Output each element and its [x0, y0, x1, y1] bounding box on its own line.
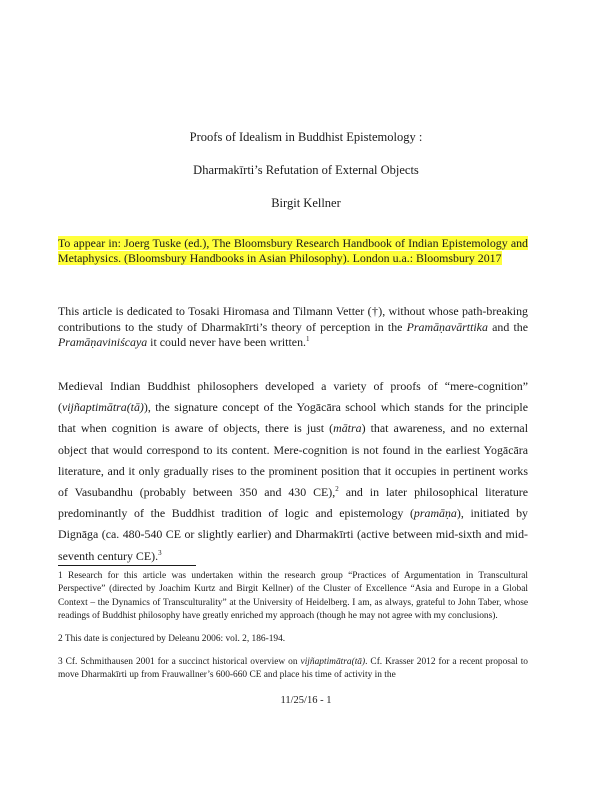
footnote-1: 1 Research for this article was undertaken within the research group “Practices of Argumentation in Transcultural Perspective” (directed by Joachim Kurtz and Birgit Kellner) of the Cluster of Excellence “Asia and Europe in a Global Context – the Dynamics of Transculturality” at the University of Heidelberg. I am, as always, grateful to John Taber, whose readings of Buddhist philosophy have greatly enriched my approach (though he may not agree with my conclusions). — [58, 571, 528, 621]
paper-subtitle: Dharmakīrti’s Refutation of External Objects — [193, 163, 419, 177]
footnote-ref[interactable]: 2 — [335, 485, 339, 494]
sanskrit-term: vijñaptimātra(tā) — [61, 400, 144, 415]
work-title: Pramāṇaviniścaya — [58, 335, 148, 349]
page-footer: 11/25/16 - 1 — [280, 695, 332, 706]
sanskrit-term: mātra — [333, 421, 362, 436]
footnote-ref[interactable]: 3 — [158, 548, 162, 557]
body-paragraph: Medieval Indian Buddhist philosophers developed a variety of proofs of “mere-cognition” (vijñaptimātra(tā)), the signature concept of the Yogācāra school which stands for the principle that when cognition is aware of objects, there is just (mātra) that awareness, and no external object that would correspond to its content. Mere-cognition is not found in the earliest Yogācāra literature, and it only gradually rises to the prominent position that it occupies in pertinent works of Vasubandhu (probably between 350 and 430 CE),$^2$ and in later philosophical literature predominantly of the Buddhist tradition of logic and epistemology (pramāṇa), initiated by Dignāga (ca. 480-540 CE or slightly earlier) and Dharmakīrti (active between mid-sixth and mid-seventh century CE).$^3$ — [58, 379, 528, 563]
footnote-ref[interactable]: 1 — [305, 335, 310, 343]
dedication-paragraph: This article is dedicated to Tosaki Hiromasa and Tilmann Vetter (†), without whose path-breaking contributions to the study of Dharmakīrti’s theory of perception in the Pramāṇavārttika and the Pramāṇaviniścaya it could never have been written.$^1$ — [58, 304, 528, 349]
publication-note-text: To appear in: Joerg Tuske (ed.), The Bloomsbury Research Handbook of Indian Epistemology and Metaphysics. (Bloomsbury Handbooks in Asian Philosophy). London u.a.: Bloomsbury 2017 — [58, 236, 528, 265]
author-name: Birgit Kellner — [271, 196, 341, 210]
footnote-2: 2 This date is conjectured by Deleanu 2006: vol. 2, 186-194. — [58, 634, 286, 644]
footnote-separator — [58, 565, 196, 566]
work-title: Pramāṇavārttika — [406, 319, 488, 334]
paper-title: Proofs of Idealism in Buddhist Epistemology : — [189, 130, 423, 144]
publication-note — [58, 236, 528, 266]
footnote-3: 3 Cf. Schmithausen 2001 for a succinct historical overview on vijñaptimātra(tā). Cf. Krasser 2012 for a recent proposal to move Dharmakīrti up from Frauwallner’s 600-660 CE and place his time of activity in the — [58, 657, 528, 681]
sanskrit-term: vijñaptimātra(tā) — [300, 657, 366, 667]
sanskrit-term: pramāṇa — [413, 506, 457, 521]
